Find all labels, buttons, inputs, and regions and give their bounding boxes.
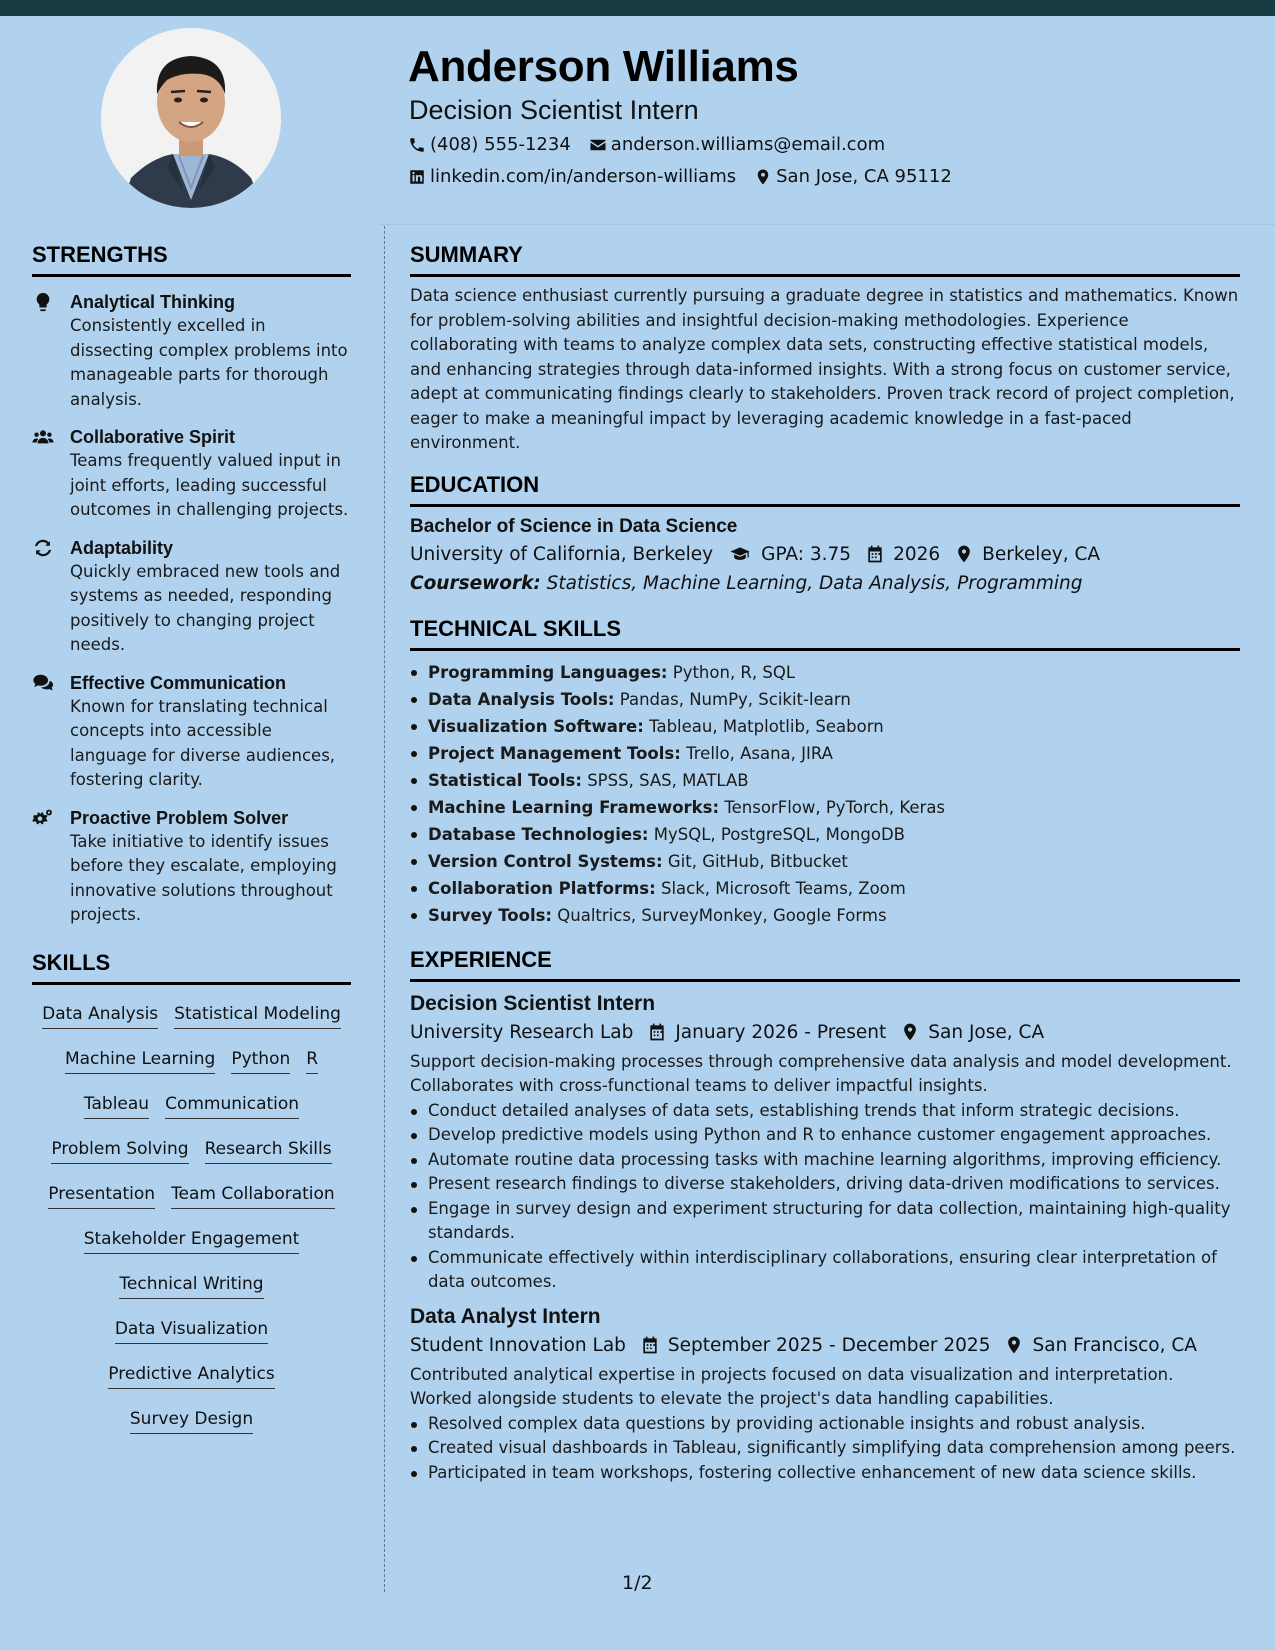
- list-item: [410, 713, 1240, 740]
- strength-item: [32, 806, 351, 928]
- skill-tag: Data Analysis: [42, 997, 158, 1029]
- list-item: [410, 767, 1240, 794]
- list-item: [410, 821, 1240, 848]
- gpa-text: GPA: 3.75: [761, 543, 852, 565]
- gpa-item: [727, 544, 851, 565]
- list-item: [410, 794, 1240, 821]
- skill-tag: Tableau: [84, 1087, 149, 1119]
- technical-skills-list: [410, 659, 1240, 929]
- skill-tag: Team Collaboration: [171, 1177, 335, 1209]
- list-item: Engage in survey design and experiment structuring for data collection, maintaining high-quality standards.: [410, 1197, 1240, 1246]
- tech-label: Survey Tools:: [428, 905, 553, 925]
- profile-photo: [101, 28, 281, 208]
- tech-label: Database Technologies:: [428, 824, 649, 844]
- tech-value: SPSS, SAS, MATLAB: [587, 770, 749, 790]
- sync-icon: [32, 537, 54, 559]
- list-item: Participated in team workshops, fostering collective enhancement of new data science skills.: [410, 1461, 1240, 1486]
- top-bar: [0, 0, 1275, 16]
- skill-tag: R: [306, 1042, 318, 1074]
- map-marker-icon: [1004, 1335, 1024, 1355]
- job-location-item: [1004, 1335, 1196, 1356]
- tech-value: Python, R, SQL: [672, 662, 796, 682]
- tech-value: Tableau, Matplotlib, Seaborn: [649, 716, 884, 736]
- job-bullets: [410, 1412, 1240, 1486]
- strength-item: [32, 290, 351, 412]
- strength-desc: Teams frequently valued input in joint efforts, leading successful outcomes in challenging projects.: [70, 451, 349, 519]
- edu-location-text: Berkeley, CA: [982, 543, 1101, 565]
- map-marker-icon: [900, 1022, 920, 1042]
- job-meta: [410, 1022, 1240, 1043]
- candidate-role: Decision Scientist Intern: [409, 95, 699, 125]
- degree-title: Bachelor of Science in Data Science: [410, 515, 738, 537]
- tech-label: Statistical Tools:: [428, 770, 582, 790]
- phone-text: (408) 555-1234: [430, 134, 571, 155]
- job-entry: [410, 992, 1240, 1295]
- skill-tag: Presentation: [48, 1177, 155, 1209]
- coursework-label: Coursework:: [410, 572, 541, 594]
- list-item: Develop predictive models using Python and R to enhance customer engagement approaches.: [410, 1123, 1240, 1148]
- page-number: 1/2: [622, 1572, 653, 1594]
- edu-location-item: [954, 544, 1100, 565]
- email-contact[interactable]: [589, 134, 885, 155]
- job-dates-item: [640, 1335, 991, 1356]
- tech-label: Version Control Systems:: [428, 851, 663, 871]
- calendar-icon: [865, 544, 885, 564]
- strength-title: Collaborative Spirit: [70, 427, 236, 447]
- job-dates-item: [647, 1022, 886, 1043]
- coursework: [410, 573, 1240, 594]
- calendar-icon: [647, 1022, 667, 1042]
- strength-desc: Consistently excelled in dissecting complex problems into manageable parts for thorough analysis.: [70, 316, 348, 409]
- tech-value: Git, GitHub, Bitbucket: [667, 851, 848, 871]
- list-item: Automate routine data processing tasks with machine learning algorithms, improving efficiency.: [410, 1148, 1240, 1173]
- summary-text: Data science enthusiast currently pursuing a graduate degree in statistics and mathematics. Known for problem-solving abilities and insightful decision-making methodologies. Experience collaborating with teams to analyze complex data sets, constructing effective statistical models, and enhancing strategies through data-informed insights. With a strong focus on customer service, adept at communicating findings clearly to stakeholders. Proven track record of project completion, eager to make a meaningful impact by leveraging academic knowledge in a fast-paced environment.: [410, 286, 1239, 452]
- coursework-text: Statistics, Machine Learning, Data Analysis, Programming: [546, 572, 1083, 594]
- list-item: Communicate effectively within interdisciplinary collaborations, ensuring clear interpretation of data outcomes.: [410, 1246, 1240, 1295]
- linkedin-text: linkedin.com/in/anderson-williams: [430, 166, 737, 187]
- tech-value: Qualtrics, SurveyMonkey, Google Forms: [557, 905, 887, 925]
- job-location: San Jose, CA: [928, 1021, 1045, 1043]
- job-org: Student Innovation Lab: [410, 1334, 626, 1356]
- envelope-icon: [589, 136, 607, 154]
- tech-value: Slack, Microsoft Teams, Zoom: [660, 878, 906, 898]
- list-item: [410, 686, 1240, 713]
- strength-title: Proactive Problem Solver: [70, 807, 289, 828]
- strength-desc: Take initiative to identify issues before they escalate, employing innovative solutions throughout projects.: [70, 831, 337, 924]
- list-item: [410, 659, 1240, 686]
- list-item: Present research findings to diverse stakeholders, driving data-driven modifications to services.: [410, 1172, 1240, 1197]
- tech-value: Pandas, NumPy, Scikit-learn: [619, 689, 851, 709]
- job-bullets: [410, 1099, 1240, 1295]
- list-item: Created visual dashboards in Tableau, significantly simplifying data comprehension among peers.: [410, 1436, 1240, 1461]
- list-item: [410, 902, 1240, 929]
- skills-list: [32, 993, 351, 1443]
- skill-tag: Machine Learning: [65, 1042, 215, 1074]
- strength-item: [32, 536, 351, 658]
- list-item: [410, 875, 1240, 902]
- job-dates: September 2025 - December 2025: [667, 1334, 991, 1356]
- tech-value: TensorFlow, PyTorch, Keras: [724, 797, 946, 817]
- job-title: Data Analyst Intern: [410, 1304, 601, 1328]
- education-meta: [410, 544, 1240, 565]
- users-icon: [32, 426, 54, 448]
- strength-desc: Known for translating technical concepts into accessible language for diverse audiences, fostering clarity.: [70, 696, 336, 789]
- column-divider: [384, 226, 385, 1592]
- linkedin-icon: [408, 168, 426, 186]
- phone-contact[interactable]: [408, 134, 571, 155]
- map-marker-icon: [754, 168, 772, 186]
- strength-title: Effective Communication: [70, 672, 287, 693]
- tech-label: Collaboration Platforms:: [428, 878, 656, 898]
- job-location-item: [900, 1022, 1044, 1043]
- strength-item: [32, 425, 351, 523]
- linkedin-contact[interactable]: [408, 166, 736, 187]
- cogs-icon: [32, 807, 54, 829]
- comments-icon: [32, 672, 54, 694]
- list-item: Resolved complex data questions by providing actionable insights and robust analysis.: [410, 1412, 1240, 1437]
- job-org: University Research Lab: [410, 1021, 634, 1043]
- job-title: Decision Scientist Intern: [410, 991, 656, 1015]
- tech-label: Data Analysis Tools:: [428, 689, 615, 709]
- calendar-icon: [640, 1335, 660, 1355]
- strength-title: Analytical Thinking: [70, 292, 236, 312]
- job-meta: [410, 1335, 1240, 1356]
- map-marker-icon: [954, 544, 974, 564]
- graduation-cap-icon: [727, 544, 753, 564]
- summary-heading: SUMMARY: [410, 242, 1240, 277]
- contact-row-2: [408, 166, 970, 187]
- list-item: [410, 848, 1240, 875]
- education-heading: EDUCATION: [410, 472, 1240, 507]
- phone-icon: [408, 136, 426, 154]
- tech-label: Machine Learning Frameworks:: [428, 797, 720, 817]
- candidate-name: Anderson Williams: [408, 42, 799, 91]
- right-column: [410, 242, 1240, 1485]
- skill-tag: Communication: [165, 1087, 299, 1119]
- list-item: [410, 740, 1240, 767]
- strengths-heading: STRENGTHS: [32, 242, 351, 277]
- skill-tag: Python: [231, 1042, 290, 1074]
- school-name: University of California, Berkeley: [410, 543, 714, 565]
- experience-heading: EXPERIENCE: [410, 947, 1240, 982]
- skill-tag: Problem Solving: [51, 1132, 188, 1164]
- year-item: [865, 544, 940, 565]
- job-entry: [410, 1305, 1240, 1486]
- skill-tag: Technical Writing: [119, 1267, 263, 1299]
- location-contact: [754, 166, 952, 187]
- year-text: 2026: [893, 543, 941, 565]
- strength-item: [32, 671, 351, 793]
- job-location: San Francisco, CA: [1032, 1334, 1197, 1356]
- strength-desc: Quickly embraced new tools and systems as needed, responding positively to changing project needs.: [70, 561, 341, 654]
- job-description: Support decision-making processes through comprehensive data analysis and model development. Collaborates with cross-functional teams to deliver impactful insights.: [410, 1051, 1232, 1095]
- email-text: anderson.williams@email.com: [610, 134, 886, 155]
- left-column: [32, 242, 351, 1443]
- skill-tag: Predictive Analytics: [108, 1357, 274, 1389]
- contact-row-1: [408, 134, 903, 155]
- job-description: Contributed analytical expertise in projects focused on data visualization and interpretation. Worked alongside students to elevate the project's data handling capabilities.: [410, 1364, 1174, 1408]
- tech-value: Trello, Asana, JIRA: [686, 743, 833, 763]
- lightbulb-icon: [32, 291, 54, 313]
- tech-value: MySQL, PostgreSQL, MongoDB: [653, 824, 905, 844]
- skill-tag: Stakeholder Engagement: [84, 1222, 300, 1254]
- header-divider: [380, 224, 1275, 225]
- skill-tag: Research Skills: [205, 1132, 332, 1164]
- location-text: San Jose, CA 95112: [776, 166, 952, 187]
- technical-skills-heading: TECHNICAL SKILLS: [410, 616, 1240, 651]
- strength-title: Adaptability: [70, 537, 174, 558]
- skill-tag: Data Visualization: [115, 1312, 268, 1344]
- job-dates: January 2026 - Present: [675, 1021, 887, 1043]
- skills-heading: SKILLS: [32, 950, 351, 985]
- tech-label: Project Management Tools:: [428, 743, 681, 763]
- tech-label: Programming Languages:: [428, 662, 668, 682]
- skill-tag: Survey Design: [130, 1402, 253, 1434]
- skill-tag: Statistical Modeling: [174, 997, 341, 1029]
- tech-label: Visualization Software:: [428, 716, 644, 736]
- list-item: Conduct detailed analyses of data sets, establishing trends that inform strategic decisions.: [410, 1099, 1240, 1124]
